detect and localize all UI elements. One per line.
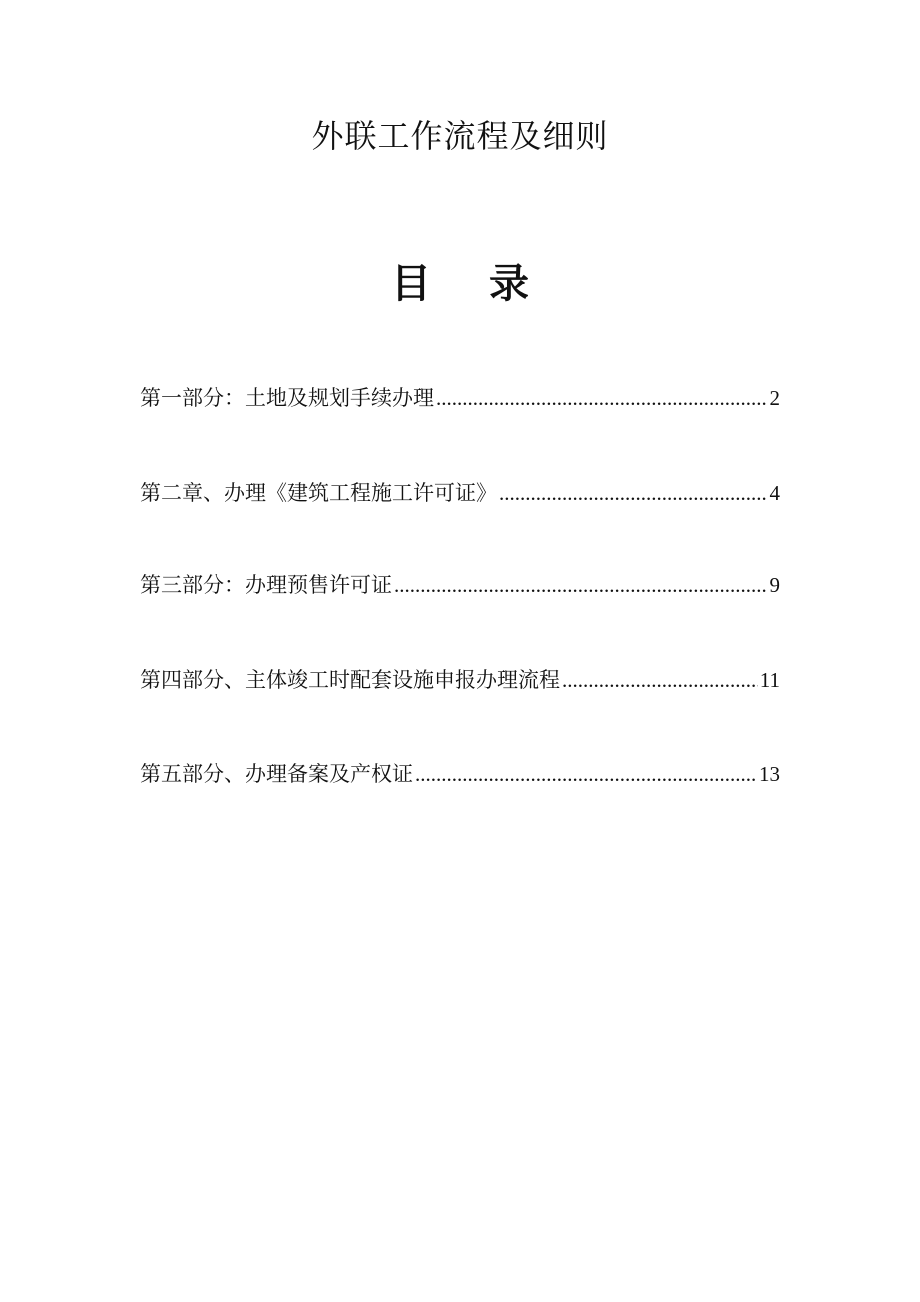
toc-dot-leader [415, 756, 757, 792]
toc-dot-leader [394, 567, 768, 603]
toc-page-number: 2 [769, 386, 780, 410]
toc-dot-leader [436, 380, 768, 416]
toc-heading-char-2: 录 [489, 261, 529, 307]
toc-entry-label: 第五部分、办理备案及产权证 [140, 762, 413, 786]
toc-entry-label: 第三部分：办理预售许可证 [140, 573, 392, 597]
toc-entry-part-2[interactable] [140, 475, 780, 511]
toc-heading [0, 256, 920, 312]
document-title: 外联工作流程及细则 [311, 117, 609, 155]
toc-entry-label: 第一部分：土地及规划手续办理 [140, 386, 434, 410]
toc-entry-label: 第四部分、主体竣工时配套设施申报办理流程 [140, 668, 560, 692]
toc-entry-part-5[interactable] [140, 756, 780, 792]
toc-page-number: 13 [759, 762, 780, 786]
toc-dot-leader [499, 475, 768, 511]
toc-entry-label: 第二章、办理《建筑工程施工许可证》 [140, 481, 497, 505]
toc-page-number: 4 [769, 481, 780, 505]
toc-entry-part-4[interactable] [140, 662, 780, 698]
toc-dot-leader [562, 662, 758, 698]
toc-page-number: 11 [759, 668, 780, 692]
toc-heading-char-1: 目 [391, 261, 431, 307]
toc-entry-part-1[interactable] [140, 380, 780, 416]
toc-page-number: 9 [769, 573, 780, 597]
toc-entry-part-3[interactable] [140, 567, 780, 603]
